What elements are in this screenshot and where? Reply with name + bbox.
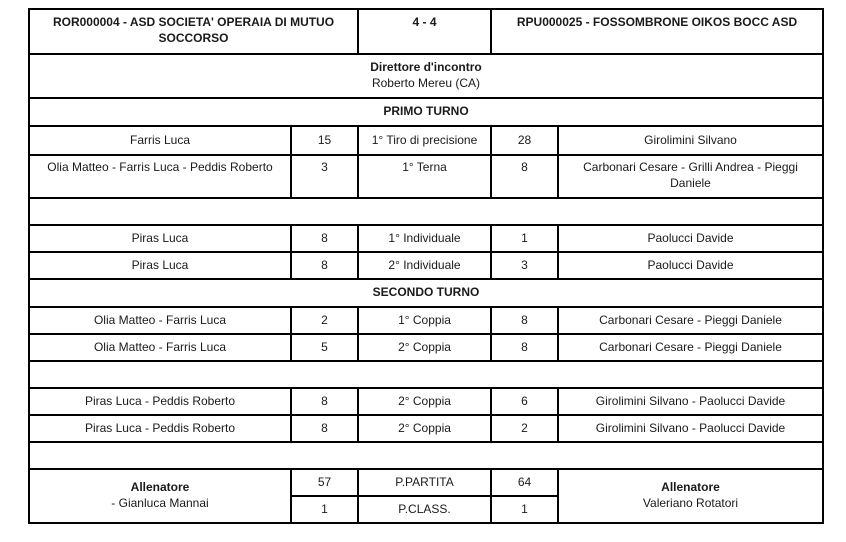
- away-score-cell: 2: [491, 415, 558, 442]
- home-score-cell: 8: [291, 415, 358, 442]
- home-class-points: 1: [291, 496, 358, 523]
- home-players-cell: Olia Matteo - Farris Luca: [29, 334, 291, 361]
- away-score-cell: 8: [491, 155, 558, 198]
- home-score-cell: 8: [291, 388, 358, 415]
- spacer-row: [29, 361, 823, 388]
- home-players-cell: Farris Luca: [29, 126, 291, 155]
- totals-label-class: P.CLASS.: [358, 496, 491, 523]
- home-total-points: 57: [291, 469, 358, 496]
- away-coach-cell: [558, 469, 823, 523]
- home-players-cell: Piras Luca - Peddis Roberto: [29, 388, 291, 415]
- section-title-secondo-turno: SECONDO TURNO: [29, 279, 823, 307]
- away-team-name: RPU000025 - FOSSOMBRONE OIKOS BOCC ASD: [491, 9, 823, 54]
- spacer-row: [29, 442, 823, 469]
- section-title-primo-turno: PRIMO TURNO: [29, 98, 823, 126]
- away-class-points: 1: [491, 496, 558, 523]
- match-row: [29, 388, 823, 415]
- home-players-cell: Piras Luca - Peddis Roberto: [29, 415, 291, 442]
- match-row: [29, 126, 823, 155]
- totals-row: [29, 469, 823, 496]
- home-players-cell: Olia Matteo - Farris Luca - Peddis Roberto: [29, 155, 291, 198]
- match-report-table: [28, 8, 824, 524]
- home-coach-name: - Gianluca Mannai: [111, 496, 209, 510]
- away-players-cell: Girolimini Silvano - Paolucci Davide: [558, 415, 823, 442]
- away-score-cell: 8: [491, 307, 558, 334]
- event-cell: 1° Coppia: [358, 307, 491, 334]
- away-score-cell: 28: [491, 126, 558, 155]
- home-players-cell: Olia Matteo - Farris Luca: [29, 307, 291, 334]
- home-coach-cell: [29, 469, 291, 523]
- away-players-cell: Paolucci Davide: [558, 252, 823, 279]
- away-players-cell: Carbonari Cesare - Pieggi Daniele: [558, 307, 823, 334]
- away-players-cell: Girolimini Silvano - Paolucci Davide: [558, 388, 823, 415]
- home-team-name: ROR000004 - ASD SOCIETA' OPERAIA DI MUTUO SOCCORSO: [29, 9, 358, 54]
- event-cell: 2° Coppia: [358, 334, 491, 361]
- match-row: [29, 225, 823, 252]
- spacer-cell: [29, 442, 823, 469]
- home-score-cell: 8: [291, 225, 358, 252]
- away-players-cell: Girolimini Silvano: [558, 126, 823, 155]
- home-players-cell: Piras Luca: [29, 225, 291, 252]
- match-row: [29, 252, 823, 279]
- away-score-cell: 1: [491, 225, 558, 252]
- away-score-cell: 8: [491, 334, 558, 361]
- spacer-row: [29, 198, 823, 225]
- away-score-cell: 6: [491, 388, 558, 415]
- totals-label-partita: P.PARTITA: [358, 469, 491, 496]
- match-row: [29, 415, 823, 442]
- event-cell: 1° Terna: [358, 155, 491, 198]
- away-score-cell: 3: [491, 252, 558, 279]
- away-total-points: 64: [491, 469, 558, 496]
- event-cell: 2° Individuale: [358, 252, 491, 279]
- away-players-cell: Carbonari Cesare - Grilli Andrea - Pieggi Daniele: [558, 155, 823, 198]
- home-score-cell: 3: [291, 155, 358, 198]
- home-score-cell: 2: [291, 307, 358, 334]
- event-cell: 2° Coppia: [358, 388, 491, 415]
- home-score-cell: 5: [291, 334, 358, 361]
- referee-cell: [29, 54, 823, 98]
- away-coach-label: Allenatore: [661, 480, 720, 495]
- home-coach-label: Allenatore: [130, 480, 190, 495]
- spacer-cell: [29, 198, 823, 225]
- home-players-cell: Piras Luca: [29, 252, 291, 279]
- match-row: [29, 334, 823, 361]
- away-players-cell: Paolucci Davide: [558, 225, 823, 252]
- referee-label: Direttore d'incontro: [370, 60, 482, 75]
- home-score-cell: 8: [291, 252, 358, 279]
- spacer-cell: [29, 361, 823, 388]
- event-cell: 2° Coppia: [358, 415, 491, 442]
- away-players-cell: Carbonari Cesare - Pieggi Daniele: [558, 334, 823, 361]
- match-row: [29, 307, 823, 334]
- away-coach-name: Valeriano Rotatori: [642, 496, 739, 510]
- match-score: 4 - 4: [358, 9, 491, 54]
- home-score-cell: 15: [291, 126, 358, 155]
- referee-name: Roberto Mereu (CA): [371, 76, 481, 90]
- event-cell: 1° Individuale: [358, 225, 491, 252]
- event-cell: 1° Tiro di precisione: [358, 126, 491, 155]
- match-row: [29, 155, 823, 198]
